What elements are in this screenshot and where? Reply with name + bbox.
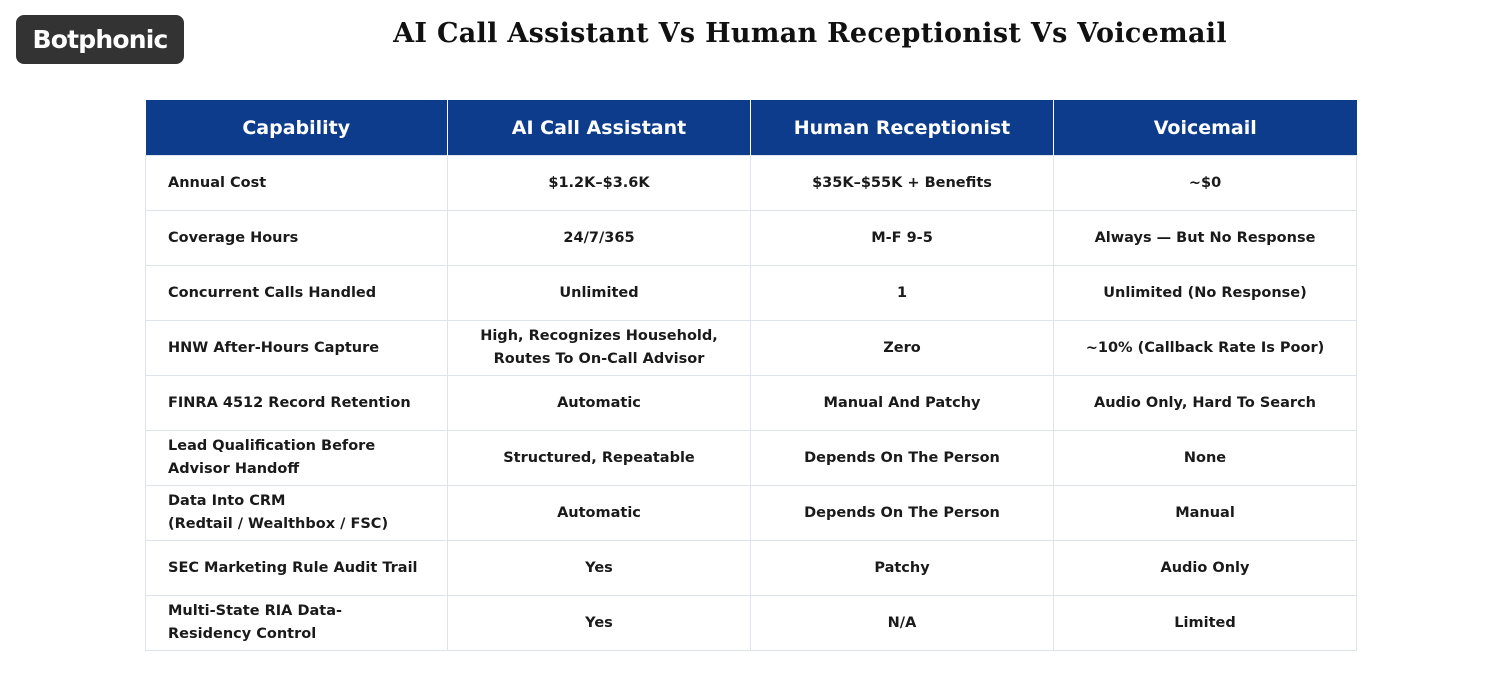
table-row	[146, 321, 1357, 376]
capability-cell	[146, 486, 448, 541]
header-human-receptionist: Human Receptionist	[751, 100, 1054, 156]
voicemail-cell	[1054, 596, 1357, 651]
voicemail-cell	[1054, 266, 1357, 321]
human-receptionist-cell	[751, 596, 1054, 651]
cell-text-line: $35K–$55K + Benefits	[812, 174, 992, 191]
cell-text-line: Data Into CRM	[168, 493, 286, 509]
human-receptionist-cell	[751, 541, 1054, 596]
table-row	[146, 156, 1357, 211]
cell-text-line: ~10% (Callback Rate Is Poor)	[1085, 339, 1325, 356]
ai-call-assistant-cell	[448, 266, 751, 321]
cell-text-line: Manual	[1175, 504, 1235, 521]
comparison-table	[145, 100, 1357, 651]
capability-cell	[146, 211, 448, 266]
voicemail-cell	[1054, 211, 1357, 266]
human-receptionist-cell	[751, 156, 1054, 211]
capability-cell	[146, 541, 448, 596]
page-title: AI Call Assistant Vs Human Receptionist Vs Voicemail	[393, 18, 1227, 49]
cell-text-line: $1.2K–$3.6K	[548, 174, 650, 191]
ai-call-assistant-cell	[448, 596, 751, 651]
ai-call-assistant-cell	[448, 376, 751, 431]
cell-text-line: Yes	[585, 614, 613, 631]
cell-text-line: N/A	[887, 614, 917, 631]
table-header-row	[146, 100, 1357, 156]
table-row	[146, 211, 1357, 266]
capability-cell	[146, 376, 448, 431]
header-voicemail: Voicemail	[1054, 100, 1357, 156]
cell-text-line: M-F 9-5	[871, 229, 933, 246]
human-receptionist-cell	[751, 431, 1054, 486]
cell-text-line: HNW After-Hours Capture	[168, 339, 380, 356]
ai-call-assistant-cell	[448, 156, 751, 211]
cell-text-line: 24/7/365	[563, 229, 635, 246]
cell-text-line: Manual And Patchy	[823, 394, 981, 411]
cell-text-line: Multi-State RIA Data-	[168, 603, 342, 619]
cell-text-line: Depends On The Person	[804, 449, 1000, 466]
table-row	[146, 541, 1357, 596]
cell-text-line: Limited	[1174, 614, 1236, 631]
logo-text: Botphonic	[32, 25, 168, 54]
cell-text-line: Audio Only	[1160, 559, 1250, 576]
cell-text-line: None	[1183, 449, 1227, 466]
header-capability: Capability	[146, 100, 448, 156]
cell-text-line: ~$0	[1188, 174, 1222, 191]
table-row	[146, 266, 1357, 321]
cell-text-line: Concurrent Calls Handled	[168, 284, 377, 301]
cell-text-line: Coverage Hours	[168, 229, 299, 246]
cell-text-line: Structured, Repeatable	[503, 449, 695, 466]
capability-cell	[146, 431, 448, 486]
cell-text-line: (Redtail / Wealthbox / FSC)	[168, 516, 389, 532]
ai-call-assistant-cell	[448, 211, 751, 266]
voicemail-cell	[1054, 321, 1357, 376]
voicemail-cell	[1054, 541, 1357, 596]
capability-cell	[146, 596, 448, 651]
cell-text-line: Lead Qualification Before	[168, 438, 376, 454]
cell-text-line: Yes	[585, 559, 613, 576]
cell-text-line: High, Recognizes Household,	[480, 328, 718, 344]
cell-text-line: Automatic	[557, 504, 641, 521]
cell-text-line: 1	[896, 284, 908, 301]
cell-text-line: Automatic	[557, 394, 641, 411]
table-body	[146, 156, 1357, 651]
header-ai-call-assistant: AI Call Assistant	[448, 100, 751, 156]
capability-cell	[146, 156, 448, 211]
voicemail-cell	[1054, 486, 1357, 541]
voicemail-cell	[1054, 431, 1357, 486]
ai-call-assistant-cell	[448, 321, 751, 376]
table-row	[146, 376, 1357, 431]
cell-text-line: Unlimited	[559, 284, 639, 301]
human-receptionist-cell	[751, 486, 1054, 541]
cell-text-line: Advisor Handoff	[168, 461, 300, 477]
table-row	[146, 596, 1357, 651]
voicemail-cell	[1054, 156, 1357, 211]
human-receptionist-cell	[751, 266, 1054, 321]
cell-text-line: Unlimited (No Response)	[1103, 284, 1307, 301]
botphonic-logo	[16, 15, 184, 64]
cell-text-line: Patchy	[874, 559, 930, 576]
cell-text-line: Annual Cost	[168, 174, 267, 191]
cell-text-line: Zero	[883, 339, 921, 356]
human-receptionist-cell	[751, 211, 1054, 266]
cell-text-line: FINRA 4512 Record Retention	[168, 394, 411, 411]
cell-text-line: Audio Only, Hard To Search	[1093, 394, 1316, 411]
cell-text-line: Residency Control	[168, 626, 317, 642]
capability-cell	[146, 266, 448, 321]
human-receptionist-cell	[751, 376, 1054, 431]
cell-text-line: Routes To On-Call Advisor	[493, 351, 705, 367]
voicemail-cell	[1054, 376, 1357, 431]
capability-cell	[146, 321, 448, 376]
ai-call-assistant-cell	[448, 541, 751, 596]
human-receptionist-cell	[751, 321, 1054, 376]
cell-text-line: SEC Marketing Rule Audit Trail	[168, 559, 418, 576]
ai-call-assistant-cell	[448, 486, 751, 541]
cell-text-line: Depends On The Person	[804, 504, 1000, 521]
cell-text-line: Always — But No Response	[1094, 229, 1316, 246]
table-row	[146, 431, 1357, 486]
ai-call-assistant-cell	[448, 431, 751, 486]
table-row	[146, 486, 1357, 541]
